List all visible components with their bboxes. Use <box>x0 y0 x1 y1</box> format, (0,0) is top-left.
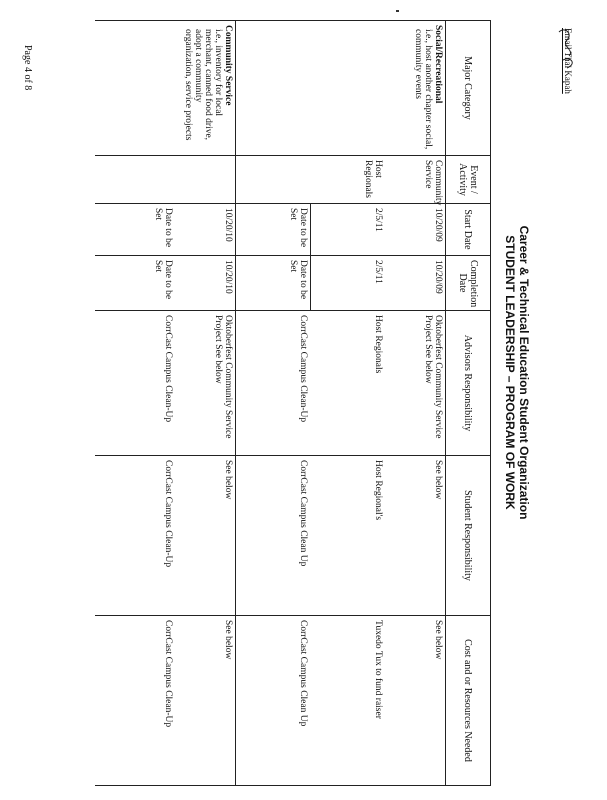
completion-cell: 10/20/10 <box>176 256 236 311</box>
table-row <box>176 21 236 786</box>
advisor-cell: CorrCast Campus Clean-Up <box>236 311 311 456</box>
student-cell: Host Regional's <box>311 456 386 616</box>
document-subtitle: STUDENT LEADERSHIP – PROGRAM OF WORK <box>503 235 517 510</box>
start-cell: Date to be Set <box>96 204 176 256</box>
document-title: Career & Technical Education Student Organization <box>517 225 531 520</box>
header-student: Student Responsibility <box>446 456 491 616</box>
advisor-cell: Host Regionals <box>311 311 386 456</box>
category-name: Community Service <box>223 25 233 106</box>
table-row <box>386 21 446 786</box>
header-row <box>446 21 491 786</box>
start-cell: 10/20/10 <box>176 204 236 256</box>
start-cell: 2/5/11 <box>311 204 386 256</box>
student-cell: See below <box>176 456 236 616</box>
advisor-cell: CorrCast Campus Clean-Up <box>96 311 176 456</box>
start-cell: 10/20/09 <box>386 204 446 256</box>
category-cell <box>236 21 446 156</box>
cost-cell: See below <box>386 616 446 786</box>
student-cell: CorrCast Campus Clean-Up <box>96 456 176 616</box>
event-cell <box>176 156 236 204</box>
program-of-work <box>15 20 535 785</box>
page-number: Page 4 of 8 <box>22 45 33 91</box>
completion-cell: 2/5/11 <box>311 256 386 311</box>
start-cell: Date to be Set <box>236 204 311 256</box>
category-description: i.e., host another chapter social, community events <box>413 29 433 150</box>
advisor-cell: Oktoberfest Community Service Project See below <box>386 311 446 456</box>
event-cell: Host Regionals <box>311 156 386 204</box>
student-cell: See below <box>386 456 446 616</box>
advisor-cell: Oktoberfest Community Service Project See below <box>176 311 236 456</box>
event-cell <box>96 156 176 204</box>
cost-cell: CorrCast Campus Clean-Up <box>96 616 176 786</box>
category-cell <box>96 21 236 156</box>
cost-cell: Tuxedo Tux to fund raiser <box>311 616 386 786</box>
completion-cell: Date to be Set <box>236 256 311 311</box>
completion-cell: 10/20/09 <box>386 256 446 311</box>
student-cell: CorrCast Campus Clean Up <box>236 456 311 616</box>
header-advisor: Advisors Responsibility <box>446 311 491 456</box>
header-event: Event / Activity <box>446 156 491 204</box>
cost-cell: CorrCast Campus Clean Up <box>236 616 311 786</box>
header-completion: Completion Date <box>446 256 491 311</box>
signature-label: Email Thai Kapah <box>563 28 573 94</box>
category-description: i.e., inventory for local merchant, canned food drive, adopt a community organization, service projects <box>183 29 223 141</box>
cost-cell: See below <box>176 616 236 786</box>
header-major-category: Major Category <box>446 21 491 156</box>
event-cell: Community Service <box>386 156 446 204</box>
program-table <box>96 20 492 786</box>
scan-speck <box>396 10 399 12</box>
header-cost: Cost and or Resources Needed <box>446 616 491 786</box>
category-name: Social/Recreational <box>433 25 443 104</box>
event-cell <box>236 156 311 204</box>
header-start: Start Date <box>446 204 491 256</box>
completion-cell: Date to be Set <box>96 256 176 311</box>
